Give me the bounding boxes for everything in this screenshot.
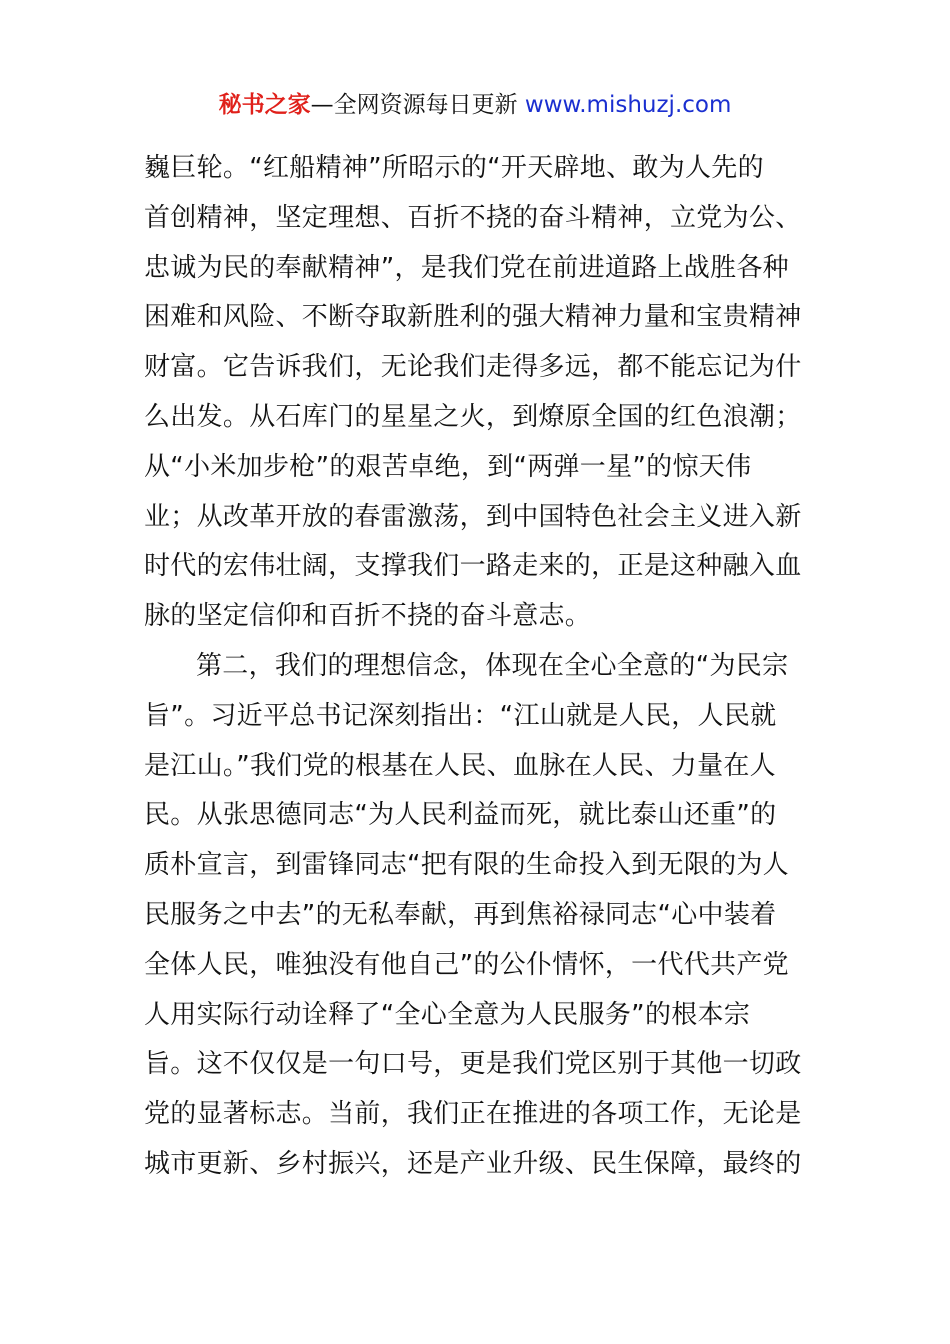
body-line: 巍巨轮。“红船精神”所昭示的“开天辟地、敢为人先的 <box>144 153 764 183</box>
body-line: 业；从改革开放的春雷激荡，到中国特色社会主义进入新 <box>144 501 802 532</box>
body-line: 民服务之中去”的无私奉献，再到焦裕禄同志“心中装着 <box>144 899 777 930</box>
body-line: 全体人民，唯独没有他自己”的公仆情怀，一代代共产党 <box>144 949 789 980</box>
body-line: 民。从张思德同志“为人民利益而死，就比泰山还重”的 <box>144 800 777 831</box>
page-header <box>0 88 950 122</box>
body-line: 时代的宏伟壮阔，支撑我们一路走来的，正是这种融入血 <box>144 551 802 582</box>
paragraph-start-line: 第二，我们的理想信念，体现在全心全意的“为民宗 <box>196 650 789 681</box>
body-line: 旨。这不仅仅是一句口号，更是我们党区别于其他一切政 <box>144 1049 802 1080</box>
body-line: 旨”。习近平总书记深刻指出：“江山就是人民，人民就 <box>144 700 777 731</box>
body-line: 脉的坚定信仰和百折不挠的奋斗意志。 <box>144 601 592 632</box>
body-line: 质朴宣言，到雷锋同志“把有限的生命投入到无限的为人 <box>144 850 789 881</box>
body-line: 是江山。”我们党的根基在人民、血脉在人民、力量在人 <box>144 750 776 781</box>
body-line: 财富。它告诉我们，无论我们走得多远，都不能忘记为什 <box>144 352 802 383</box>
site-link[interactable]: www.mishuzj.com <box>524 92 732 118</box>
body-line: 从“小米加步枪”的艰苦卓绝，到“两弹一星”的惊天伟 <box>144 451 752 482</box>
brand-name: 秘书之家 <box>218 92 311 118</box>
body-line: 困难和风险、不断夺取新胜利的强大精神力量和宝贵精神 <box>144 302 802 333</box>
body-line: 党的显著标志。当前，我们正在推进的各项工作，无论是 <box>144 1099 802 1130</box>
body-line: 城市更新、乡村振兴，还是产业升级、民生保障，最终的 <box>144 1148 802 1179</box>
body-line: 人用实际行动诠释了“全心全意为人民服务”的根本宗 <box>144 999 751 1030</box>
document-body <box>144 144 809 1190</box>
header-tagline: —全网资源每日更新 <box>310 92 518 118</box>
body-line: 首创精神，坚定理想、百折不挠的奋斗精神，立党为公、 <box>144 202 802 233</box>
body-line: 忠诚为民的奉献精神”，是我们党在前进道路上战胜各种 <box>144 252 789 283</box>
body-line: 么出发。从石库门的星星之火，到燎原全国的红色浪潮； <box>144 401 802 432</box>
